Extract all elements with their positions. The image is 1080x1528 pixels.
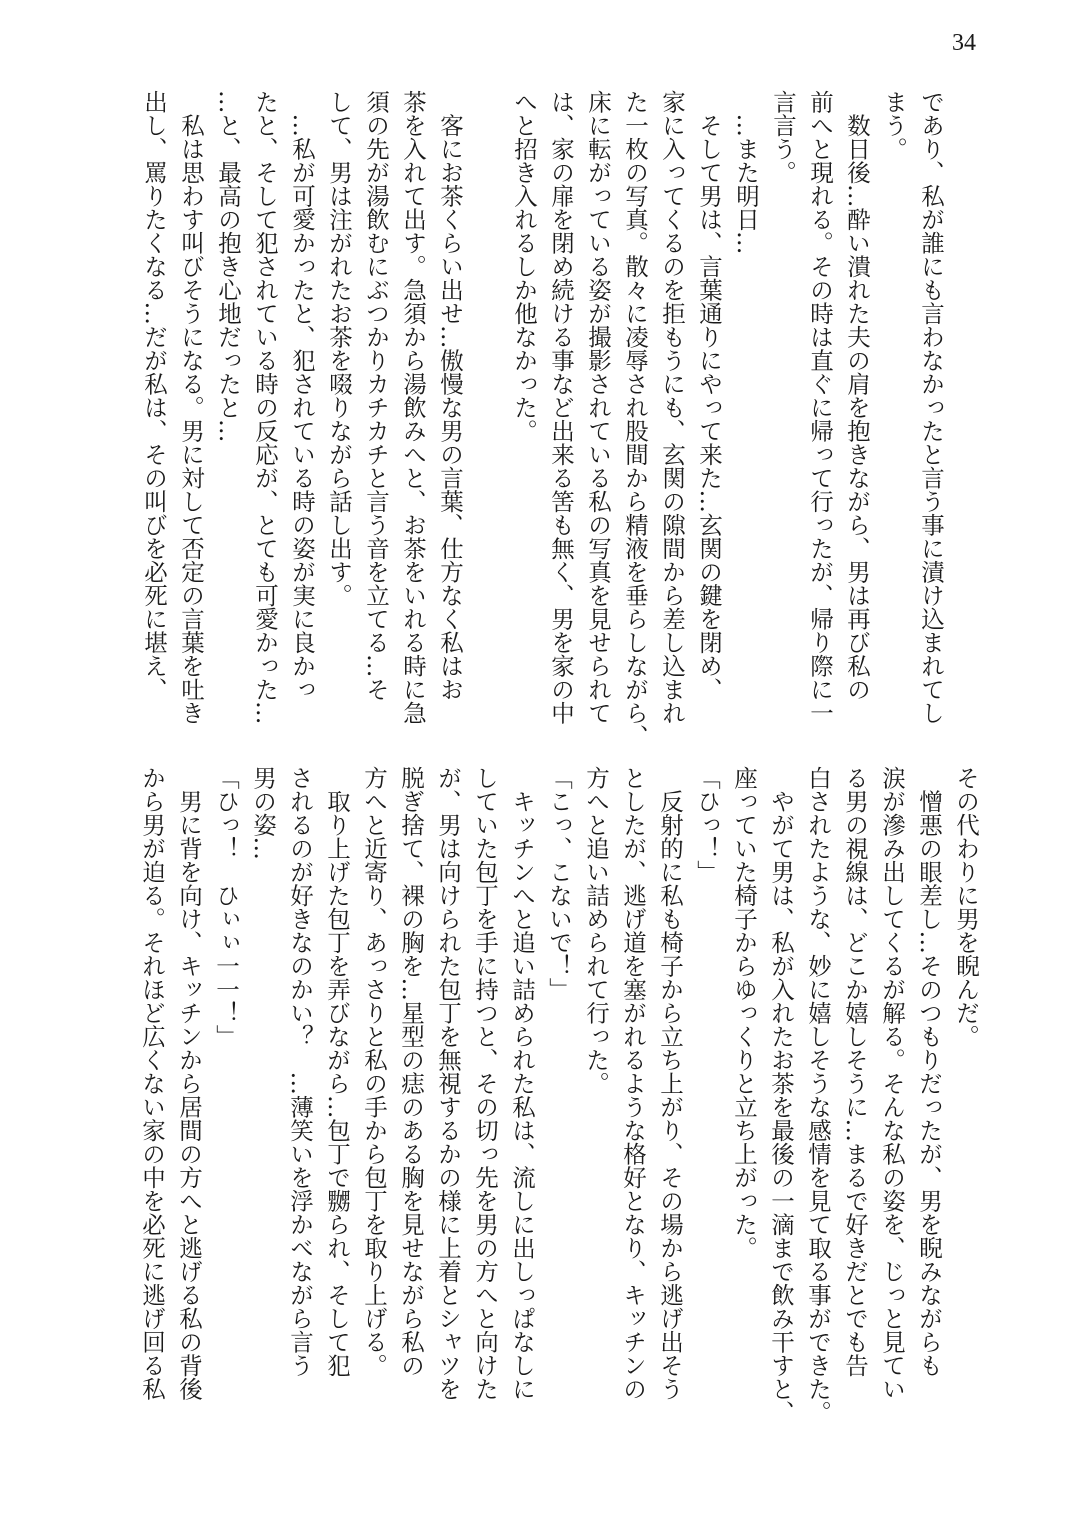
text-line: へと招き入れるしか他なかった。 [510,90,538,443]
text-line: 男の姿… [249,766,277,860]
text-line: は、家の扉を閉め続ける事など出来る筈も無く、男を家の中 [547,90,575,725]
text-line: 反射的に私も椅子から立ち上がり、その場から逃げ出そう [656,766,684,1401]
text-line: 数日後…酔い潰れた夫の肩を抱きながら、男は再び私の [843,90,871,701]
text-line: キッチンへと追い詰められた私は、流しに出しっぱなしに [508,766,536,1401]
text-line: る男の視線は、どこか嬉しそうに…まるで好きだとでも告 [841,766,869,1377]
text-line: から男が迫る。それほど広くない家の中を必死に逃げ回る私 [138,766,166,1401]
text-line: 床に転がっている姿が撮影されている私の写真を見せられて [584,90,612,725]
text-line: 言言う。 [769,90,797,184]
text-line: 「ひっ！」 [693,766,721,884]
text-line: 憎悪の眼差し…そのつもりだったが、男を睨みながらも [915,766,943,1377]
text-line: 前へと現れる。その時は直ぐに帰って行ったが、帰り際に一 [806,90,834,725]
text-line: 涙が滲み出してくるが解る。そんな私の姿を、じっと見てい [878,766,906,1401]
text-line: 男に背を向け、キッチンから居間の方へと逃げる私の背後 [175,766,203,1401]
text-block-bottom [133,766,984,1434]
text-line: まう。 [880,90,908,161]
text-line: 白されたような、妙に嬉しそうな感情を見て取る事ができた。 [804,766,832,1424]
text-line: そして男は、言葉通りにやって来た…玄関の鍵を閉め、 [695,90,723,701]
text-line: たと、そして犯されている時の反応が、とても可愛かった… [251,90,279,725]
text-line [468,90,505,758]
text-line: やがて男は、私が入れたお茶を最後の一滴まで飲み干すと、 [767,766,795,1424]
text-line: 「こっ、こないで！」 [545,766,573,1001]
text-line: されるのが好きなのかい？ …薄笑いを浮かべながら言う [286,766,314,1377]
text-line: 客にお茶くらい出せ…傲慢な男の言葉、仕方なく私はお [436,90,464,701]
text-line: た一枚の写真。散々に凌辱され股間から精液を垂らしながら、 [621,90,649,748]
text-line: して、男は注がれたお茶を啜りながら話し出す。 [325,90,353,607]
text-line: としたが、逃げ道を塞がれるような格好となり、キッチンの [619,766,647,1401]
text-line: 方へと追い詰められて行った。 [582,766,610,1095]
text-line: していた包丁を手に持つと、その切っ先を男の方へと向けた [471,766,499,1401]
text-line: 座っていた椅子からゆっくりと立ち上がった。 [730,766,758,1260]
text-line: 茶を入れて出す。急須から湯飲みへと、お茶をいれる時に急 [399,90,427,725]
text-line: 須の先が湯飲むにぶつかりカチカチと言う音を立てる…そ [362,90,390,701]
text-line: 脱ぎ捨て、裸の胸を…星型の痣のある胸を見せながら私の [397,766,425,1377]
text-line: 取り上げた包丁を弄びながら…包丁で嬲られ、そして犯 [323,766,351,1377]
page-number: 34 [952,30,976,56]
text-line: 家に入ってくるのを拒もうにも、玄関の隙間から差し込まれ [658,90,686,725]
text-line: その代わりに男を睨んだ。 [952,766,980,1048]
text-line: が、男は向けられた包丁を無視するかの様に上着とシャツを [434,766,462,1401]
text-block-top [135,90,949,758]
text-line: であり、私が誰にも言わなかったと言う事に漬け込まれてし [917,90,945,725]
text-line: 方へと近寄り、あっさりと私の手から包丁を取り上げる。 [360,766,388,1377]
text-line: …また明日… [732,90,760,255]
text-line: 「ひっ！ ひぃぃ一一！」 [212,766,240,1048]
text-line: 私は思わす叫びそうになる。男に対して否定の言葉を吐き [177,90,205,725]
text-line: 出し、罵りたくなる…だが私は、その叫びを必死に堪え、 [140,90,168,701]
text-line: …私が可愛かったと、犯されている時の姿が実に良かっ [288,90,316,701]
text-line: …と、最高の抱き心地だったと… [214,90,242,443]
